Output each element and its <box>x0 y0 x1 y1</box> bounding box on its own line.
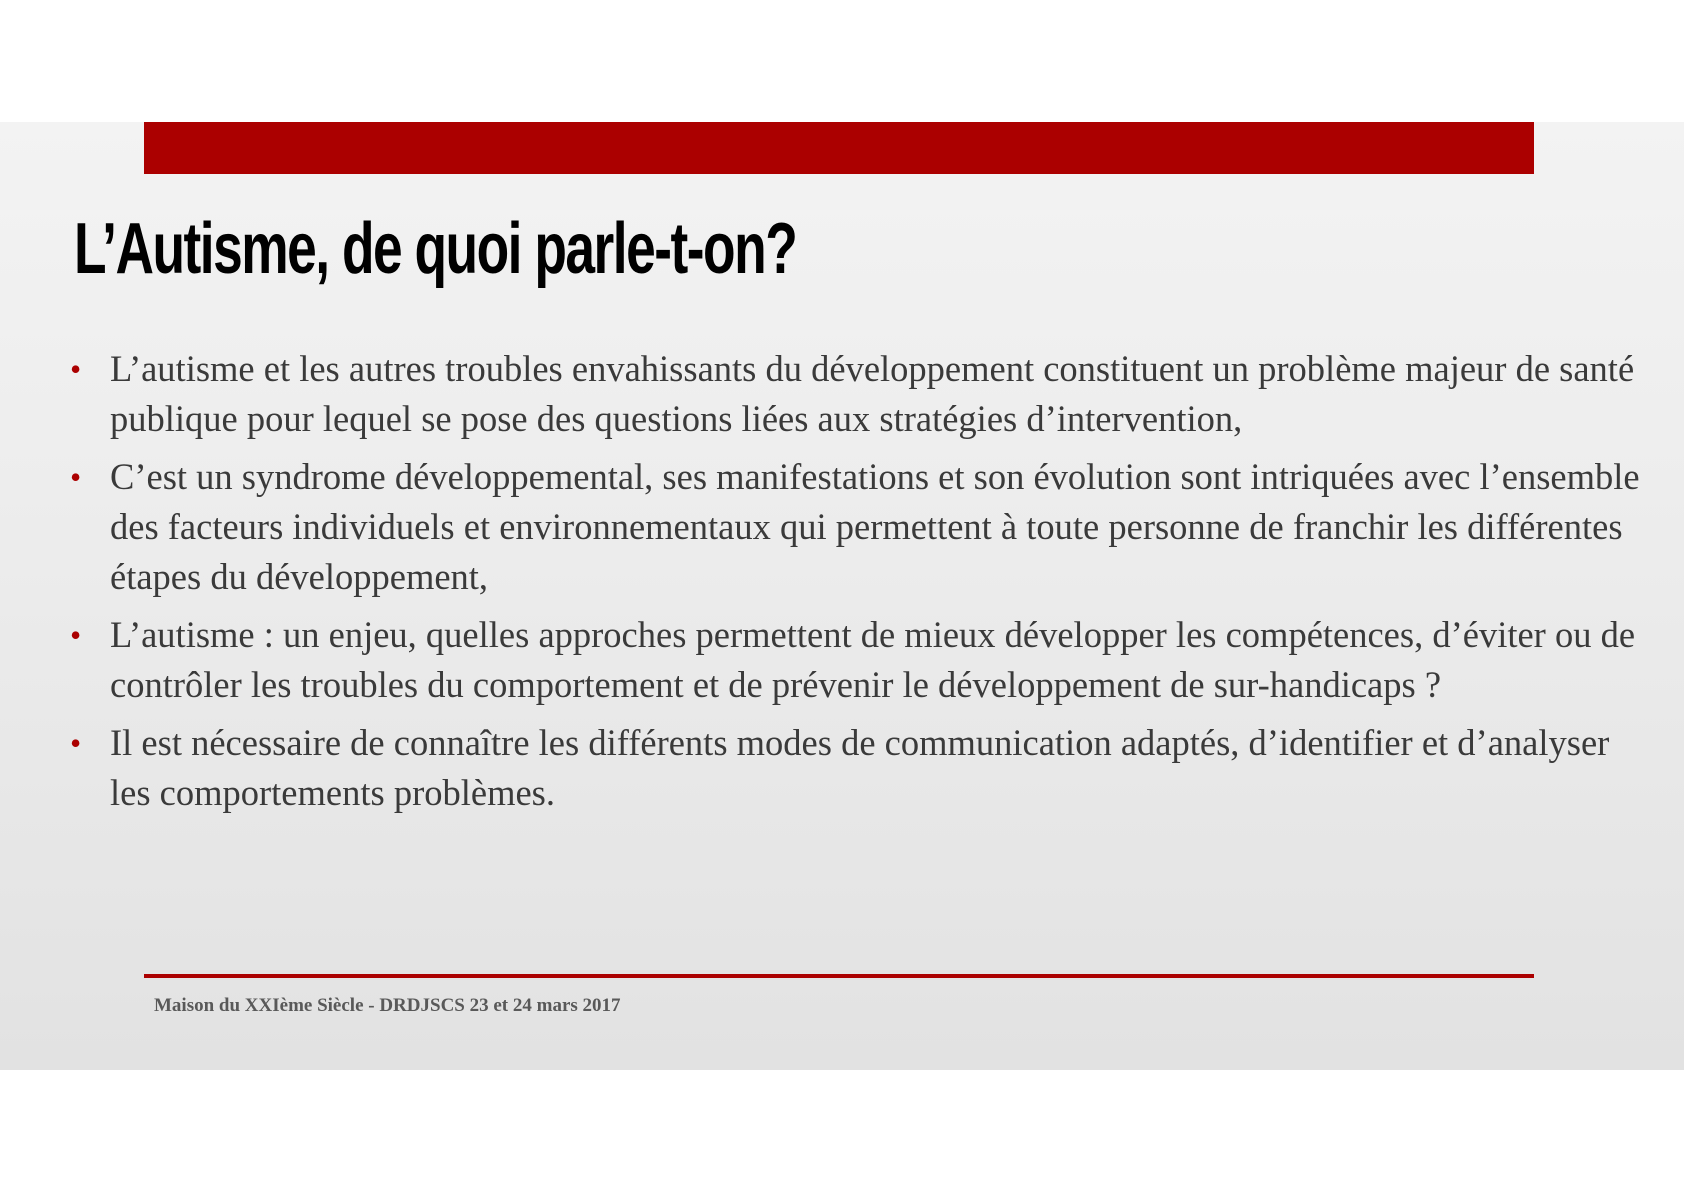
footer-divider <box>144 974 1534 978</box>
top-accent-bar <box>144 122 1534 174</box>
bullet-text: L’autisme et les autres troubles envahissants du développement constituent un problème majeur de santé publique pour lequel se pose des questions liées aux stratégies d’intervention, <box>110 348 1635 439</box>
footer-caption: Maison du XXIème Siècle - DRDJSCS 23 et 24 mars 2017 <box>154 995 621 1016</box>
bullet-text: Il est nécessaire de connaître les différents modes de communication adaptés, d’identifier et d’analyser les comportements problèmes. <box>110 722 1610 813</box>
bullet-item <box>70 344 1650 444</box>
slide-title: L’Autisme, de quoi parle-t-on? <box>74 209 797 289</box>
bullet-item <box>70 610 1650 710</box>
bullet-marker: • <box>70 351 82 387</box>
bullet-item <box>70 718 1650 818</box>
bullet-text: L’autisme : un enjeu, quelles approches permettent de mieux développer les compétences, d’éviter ou de contrôler les troubles du comportement et de prévenir le développement de sur-handicaps ? <box>110 614 1636 705</box>
bullet-marker: • <box>70 459 82 495</box>
bullet-marker: • <box>70 617 82 653</box>
bullet-list <box>70 344 1650 826</box>
bullet-item <box>70 452 1650 602</box>
slide <box>0 122 1684 1070</box>
bullet-marker: • <box>70 725 82 761</box>
bullet-text: C’est un syndrome développemental, ses manifestations et son évolution sont intriquées avec l’ensemble des facteurs individuels et environnementaux qui permettent à toute personne de franchir les différentes étapes du développement, <box>110 456 1640 597</box>
